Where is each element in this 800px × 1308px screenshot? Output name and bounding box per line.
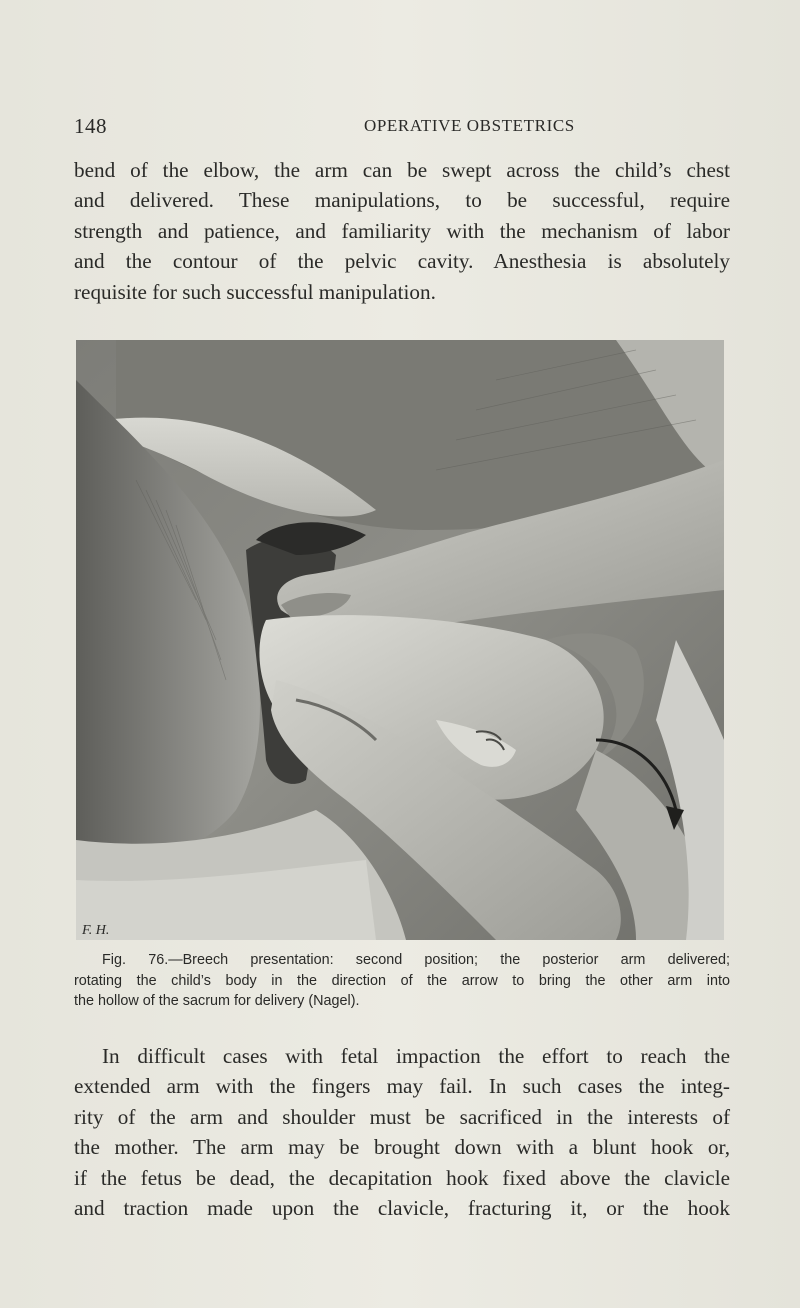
text-line: the mother. The arm may be brought down with a blunt hook or, — [74, 1135, 730, 1160]
text-line: bend of the elbow, the arm can be swept across the child’s chest — [74, 158, 730, 182]
breech-delivery-illustration — [76, 340, 724, 940]
text-line: and the contour of the pelvic cavity. Anesthesia is absolutely — [74, 249, 730, 274]
paragraph-top — [74, 155, 730, 307]
figure-illustration — [76, 340, 724, 940]
text-line: and delivered. These manipulations, to be successful, require — [74, 188, 730, 213]
text-line: rity of the arm and shoulder must be sacrificed in the interests of — [74, 1104, 730, 1129]
text-line: extended arm with the fingers may fail. In such cases the integ- — [74, 1074, 730, 1099]
text-line: if the fetus be dead, the decapitation hook fixed above the clavicle — [74, 1165, 730, 1190]
caption-line: Fig. 76.—Breech presentation: second position; the posterior arm delivered; — [102, 952, 730, 968]
running-title: OPERATIVE OBSTETRICS — [364, 116, 575, 135]
paragraph-bottom — [74, 1041, 730, 1223]
running-head — [74, 114, 724, 138]
caption-line: the hollow of the sacrum for delivery (Nagel). — [74, 993, 360, 1009]
caption-line: rotating the child’s body in the direction of the arrow to bring the other arm into — [74, 972, 730, 989]
artist-initials: F. H. — [82, 923, 110, 938]
text-line: strength and patience, and familiarity with the mechanism of labor — [74, 218, 730, 243]
text-line: requisite for such successful manipulation. — [74, 279, 436, 304]
text-line: and traction made upon the clavicle, fracturing it, or the hook — [74, 1196, 730, 1221]
text-line: In difficult cases with fetal impaction the effort to reach the — [102, 1044, 730, 1068]
figure-caption — [74, 950, 730, 1012]
page-number: 148 — [74, 114, 107, 138]
